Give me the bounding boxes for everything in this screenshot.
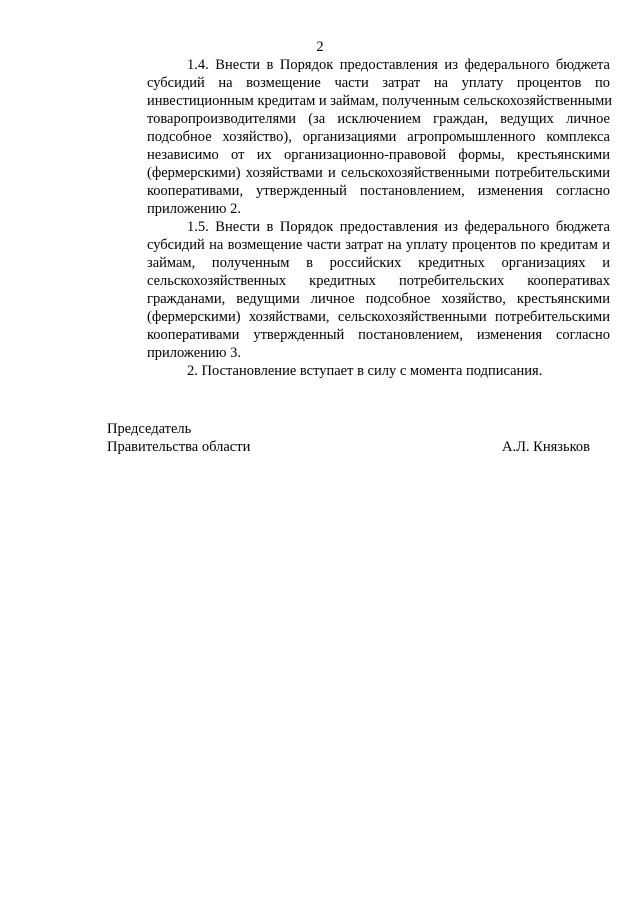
signatory-title-line1: Председатель (107, 421, 192, 437)
signature-row (107, 438, 590, 456)
paragraph-1-4 (107, 56, 613, 218)
text-line: 2. Постановление вступает в силу с момента подписания. (187, 363, 543, 379)
signature-block (107, 420, 590, 456)
document-body (107, 56, 613, 380)
text-line: товаропроизводителями (за исключением граждан, ведущих личное (147, 111, 610, 127)
text-line: инвестиционным кредитам и займам, полученным сельскохозяйственными (147, 93, 613, 109)
text-line: субсидий на возмещение части затрат на уплату процентов по (147, 75, 610, 91)
text-line: независимо от их организационно-правовой формы, крестьянскими (147, 147, 610, 163)
signatory-name: А.Л. Князьков (501, 439, 590, 455)
text-line: субсидий на возмещение части затрат на уплату процентов по кредитам и (147, 237, 610, 253)
text-line: кооперативами утвержденный постановлением, изменения согласно (147, 327, 610, 343)
text-line: 1.5. Внести в Порядок предоставления из федерального бюджета (187, 219, 610, 235)
text-line: кооперативами, утвержденный постановлением, изменения согласно (147, 183, 610, 199)
text-line: приложению 3. (147, 345, 242, 361)
text-line: сельскохозяйственных кредитных потребительских кооперативах (147, 273, 610, 289)
text-line: приложению 2. (147, 201, 242, 217)
paragraph-1-5 (107, 218, 610, 362)
text-line: гражданами, ведущими личное подсобное хозяйство, крестьянскими (147, 291, 610, 307)
text-line: подсобное хозяйство), организациями агропромышленного комплекса (147, 129, 610, 145)
page-number: 2 (316, 39, 324, 55)
text-line: займам, полученным в российских кредитных организациях и (147, 255, 610, 271)
text-line: 1.4. Внести в Порядок предоставления из федерального бюджета (187, 57, 610, 73)
paragraph-2 (107, 362, 610, 380)
text-line: (фермерскими) хозяйствами и сельскохозяйственными потребительскими (147, 165, 610, 181)
text-line: (фермерскими) хозяйствами, сельскохозяйственными потребительскими (147, 309, 610, 325)
signatory-title-line2: Правительства области (107, 439, 251, 455)
